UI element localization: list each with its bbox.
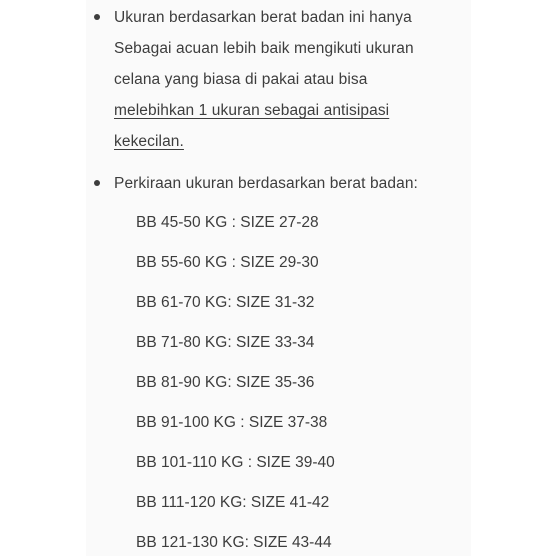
size-entry: BB 101-110 KG : SIZE 39-40 — [136, 454, 335, 471]
size-entry: BB 81-90 KG: SIZE 35-36 — [136, 374, 315, 391]
note-line-2: Sebagai acuan lebih baik mengikuti ukuran — [114, 40, 414, 57]
size-entry: BB 111-120 KG: SIZE 41-42 — [136, 494, 330, 511]
note-line-4: melebihkan 1 ukuran sebagai antisipasi — [114, 102, 390, 119]
note-bullet-item — [114, 2, 463, 157]
content-panel — [86, 0, 471, 556]
note-line-1: Ukuran berdasarkan berat badan ini hanya — [114, 9, 412, 26]
size-entry: BB 71-80 KG: SIZE 33-34 — [136, 334, 315, 351]
bullet-dot-icon — [94, 14, 100, 20]
size-entry: BB 45-50 KG : SIZE 27-28 — [136, 214, 319, 231]
note-line-5: kekecilan. — [114, 133, 184, 150]
note-line-3: celana yang biasa di pakai atau bisa — [114, 71, 368, 88]
estimate-heading: Perkiraan ukuran berdasarkan berat badan: — [114, 175, 418, 192]
size-entry: BB 121-130 KG: SIZE 43-44 — [136, 534, 332, 551]
size-entry: BB 55-60 KG : SIZE 29-30 — [136, 254, 319, 271]
size-entry: BB 61-70 KG: SIZE 31-32 — [136, 294, 315, 311]
estimate-bullet-item — [114, 168, 463, 199]
bullet-dot-icon — [94, 180, 100, 186]
size-entry: BB 91-100 KG : SIZE 37-38 — [136, 414, 328, 431]
